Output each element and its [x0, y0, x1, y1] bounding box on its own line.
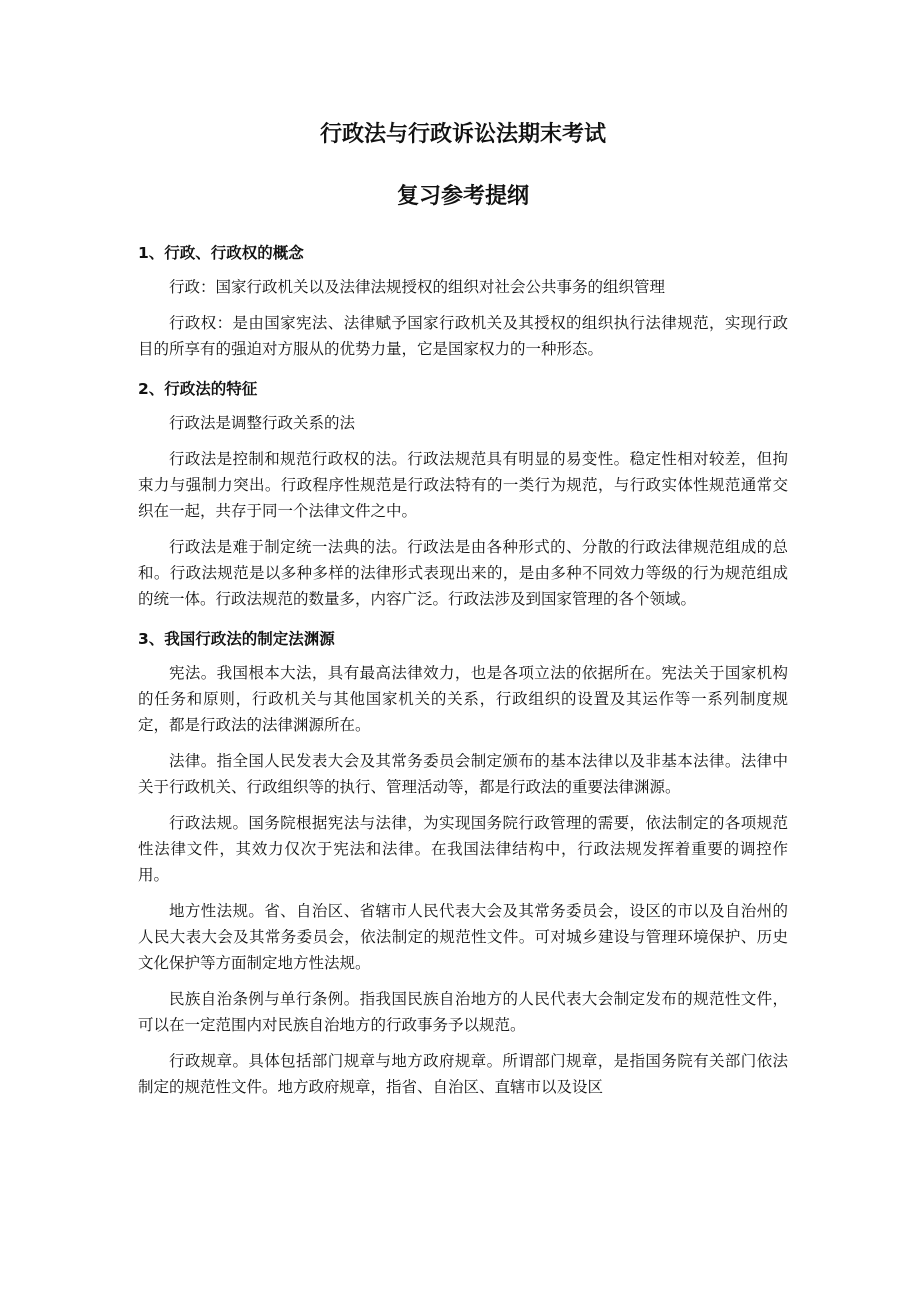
paragraph: 行政权：是由国家宪法、法律赋予国家行政机关及其授权的组织执行法律规范，实现行政目的所享有的强迫对方服从的优势力量，它是国家权力的一种形态。 [138, 314, 788, 358]
paragraph: 行政法规。国务院根据宪法与法律，为实现国务院行政管理的需要，依法制定的各项规范性法律文件，其效力仅次于宪法和法律。在我国法律结构中，行政法规发挥着重要的调控作用。 [138, 814, 788, 884]
paragraph: 法律。指全国人民发表大会及其常务委员会制定颁布的基本法律以及非基本法律。法律中关于行政机关、行政组织等的执行、管理活动等，都是行政法的重要法律渊源。 [138, 752, 788, 796]
section-heading: 1、行政、行政权的概念 [138, 244, 304, 262]
document-title: 行政法与行政诉讼法期末考试 [319, 122, 606, 147]
section-3 [138, 626, 788, 1100]
paragraph: 地方性法规。省、自治区、省辖市人民代表大会及其常务委员会，设区的市以及自治州的人民大表大会及其常务委员会，依法制定的规范性文件。可对城乡建设与管理环境保护、历史文化保护等方面制定地方性法规。 [138, 902, 788, 972]
paragraph: 行政：国家行政机关以及法律法规授权的组织对社会公共事务的组织管理 [169, 278, 666, 296]
section-heading: 2、行政法的特征 [138, 380, 258, 398]
section-2 [138, 376, 788, 612]
section-heading: 3、我国行政法的制定法渊源 [138, 630, 335, 648]
paragraph: 民族自治条例与单行条例。指我国民族自治地方的人民代表大会制定发布的规范性文件，可以在一定范围内对民族自治地方的行政事务予以规范。 [138, 990, 788, 1034]
paragraph: 行政法是控制和规范行政权的法。行政法规范具有明显的易变性。稳定性相对较差，但拘束力与强制力突出。行政程序性规范是行政法特有的一类行为规范，与行政实体性规范通常交织在一起，共存于同一个法律文件之中。 [138, 450, 788, 520]
paragraph: 行政法是调整行政关系的法 [169, 414, 356, 432]
section-1 [138, 240, 788, 362]
document-subtitle: 复习参考提纲 [396, 184, 529, 209]
paragraph: 行政法是难于制定统一法典的法。行政法是由各种形式的、分散的行政法律规范组成的总和。行政法规范是以多种多样的法律形式表现出来的，是由多种不同效力等级的行为规范组成的统一体。行政法规范的数量多，内容广泛。行政法涉及到国家管理的各个领域。 [138, 538, 788, 608]
paragraph: 行政规章。具体包括部门规章与地方政府规章。所谓部门规章，是指国务院有关部门依法制定的规范性文件。地方政府规章，指省、自治区、直辖市以及设区 [138, 1052, 788, 1096]
paragraph: 宪法。我国根本大法，具有最高法律效力，也是各项立法的依据所在。宪法关于国家机构的任务和原则，行政机关与其他国家机关的关系，行政组织的设置及其运作等一系列制度规定，都是行政法的法律渊源所在。 [138, 664, 788, 734]
document-page [138, 118, 788, 1110]
